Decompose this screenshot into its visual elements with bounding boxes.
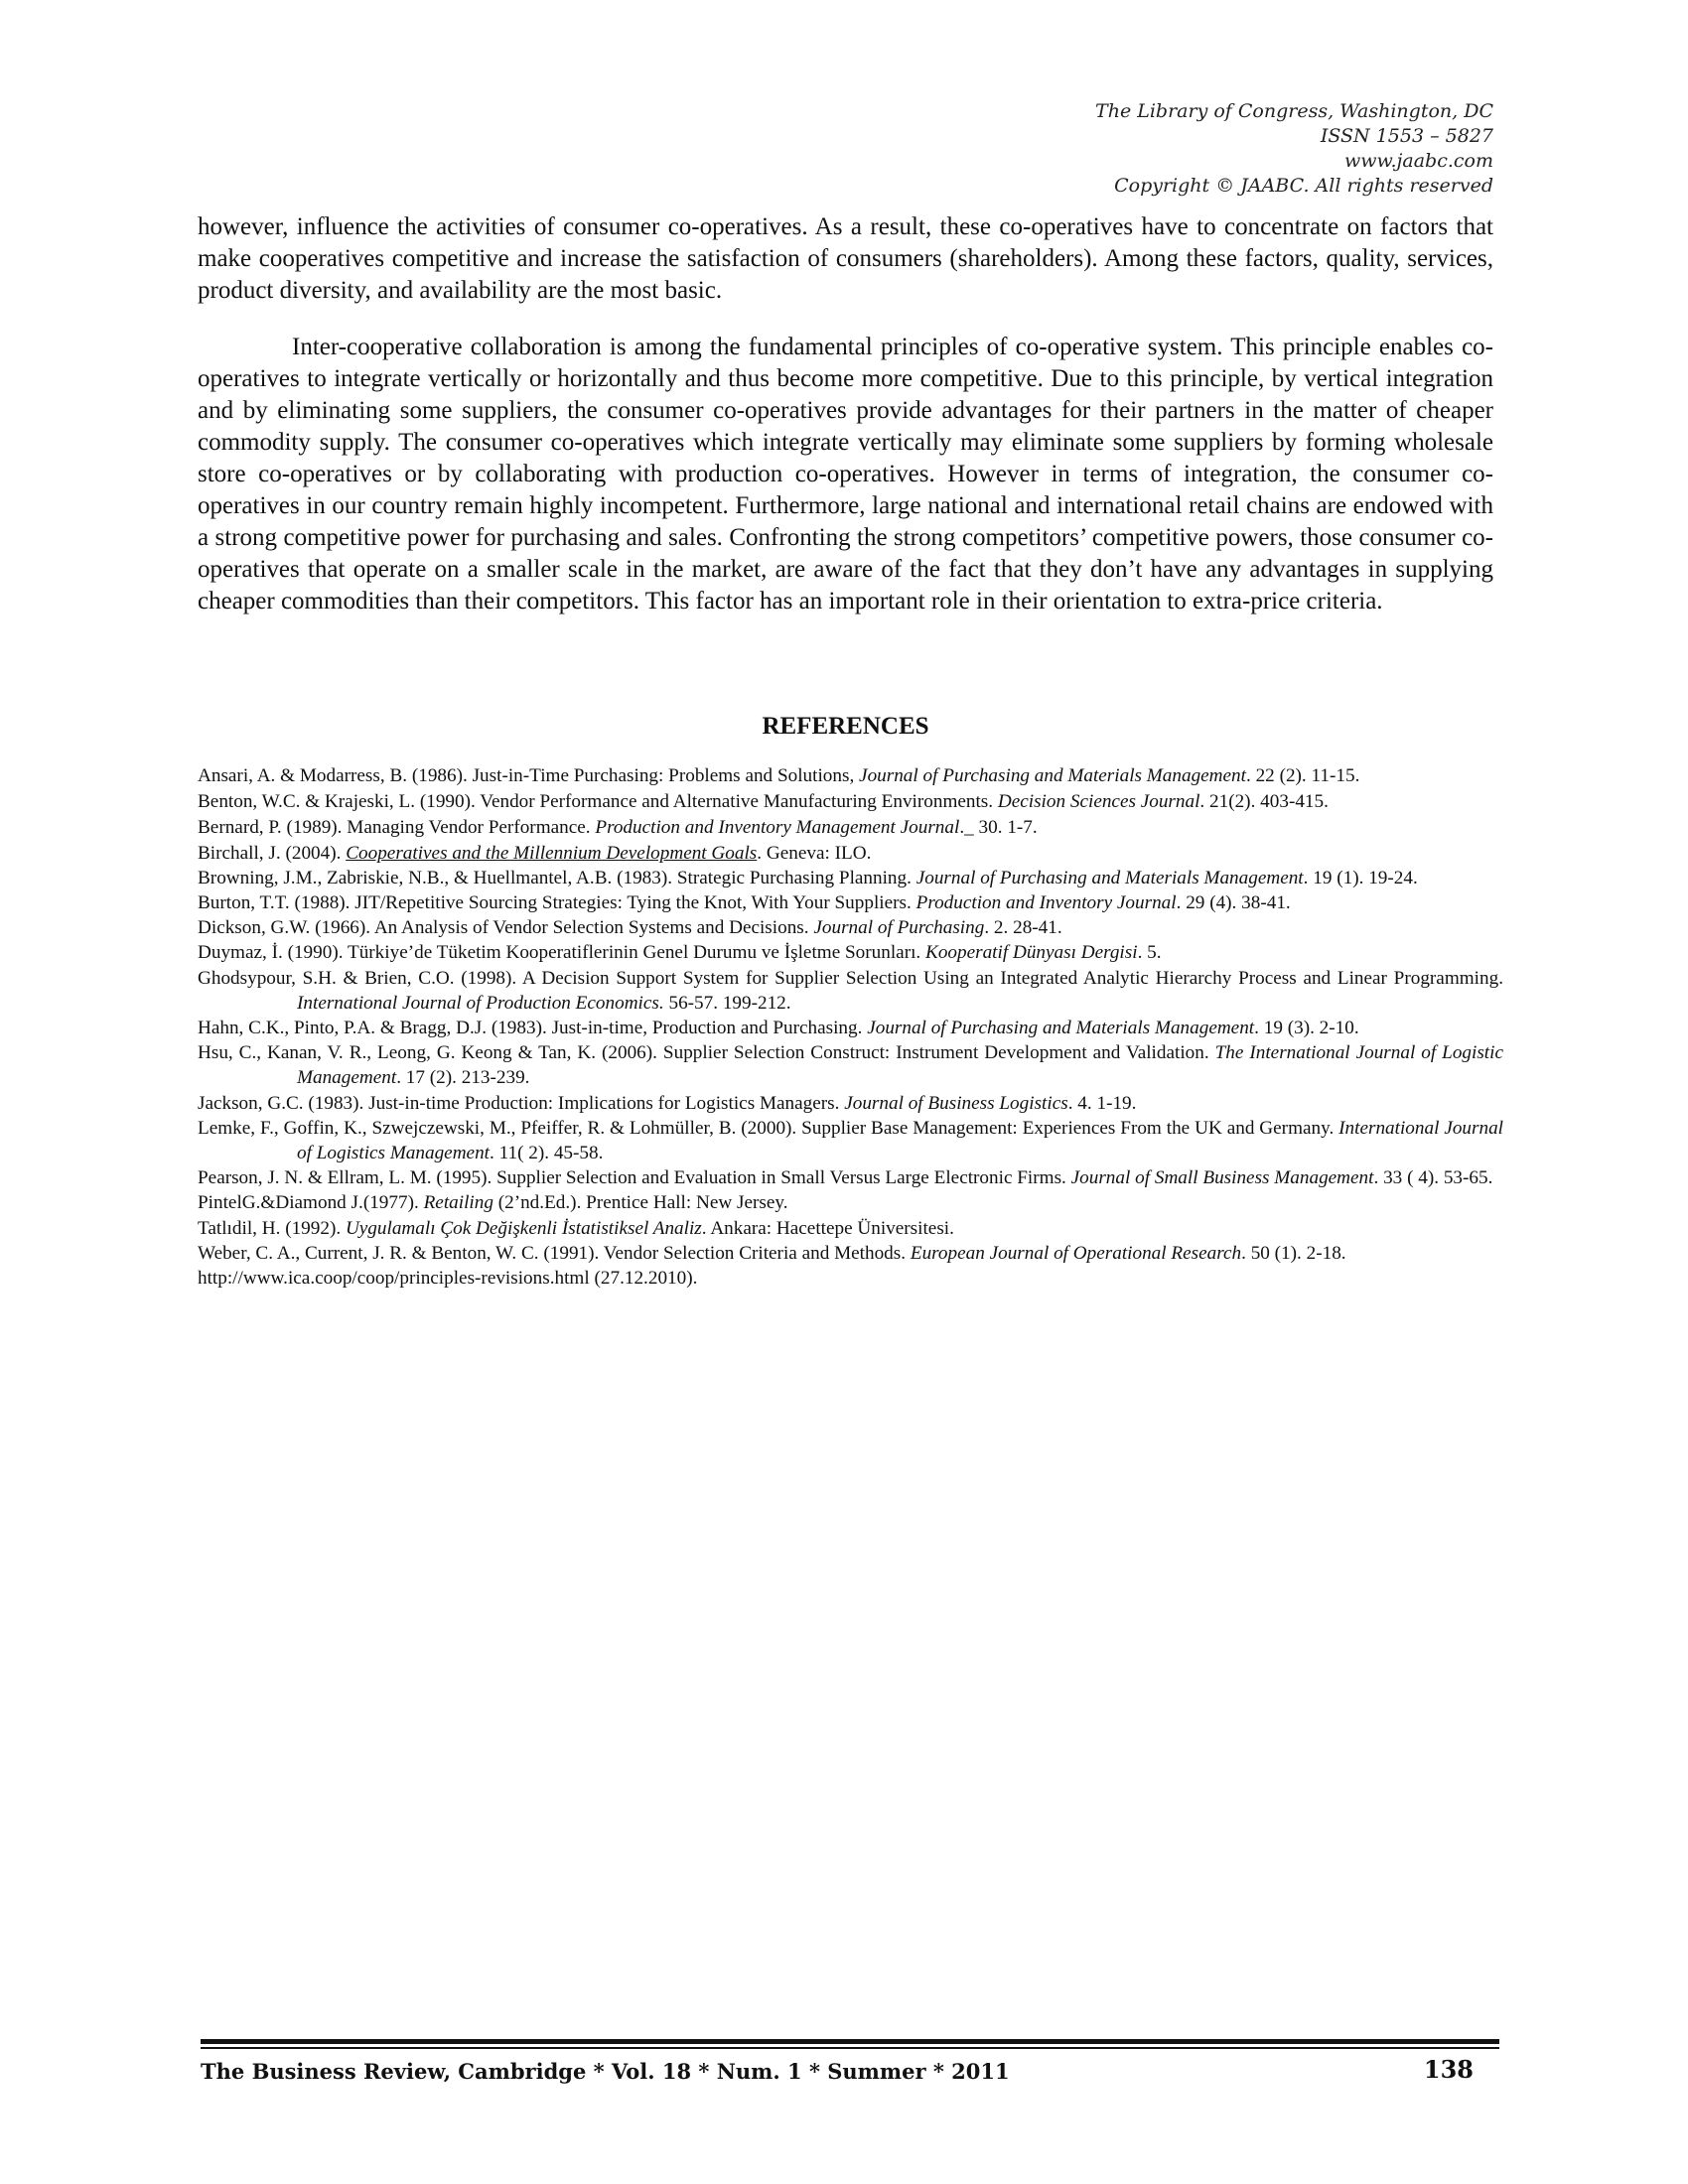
reference-details: . 2. 28-41. [984, 917, 1062, 939]
reference-details: . 21(2). 403-415. [1199, 791, 1329, 813]
header-copyright: Copyright © JAABC. All rights reserved [1114, 175, 1493, 197]
reference-details: . 33 ( 4). 53-65. [1373, 1167, 1493, 1189]
reference-details: 56-57. 199-212. [663, 992, 791, 1014]
footer-rule-thin [201, 2047, 1499, 2049]
reference-text: Lemke, F., Goffin, K., Szwejczewski, M., Pfeiffer, R. & Lohmüller, B. (2000). Supplier Base Management: Experiences From the UK and Germany. [198, 1117, 1339, 1139]
reference-text: Weber, C. A., Current, J. R. & Benton, W. C. (1991). Vendor Selection Criteria and Methods. [198, 1242, 911, 1264]
paragraph-2: Inter-cooperative collaboration is among the fundamental principles of co-operative system. This principle enables co-operatives to integrate vertically or horizontally and thus become more competitive. Due to this principle, by vertical integration and by eliminating some suppliers, the consumer co-operatives provide advantages for their partners in the matter of cheaper commodity supply. The consumer co-operatives which integrate vertically may eliminate some suppliers by forming wholesale store co-operatives or by collaborating with production co-operatives. However in terms of integration, the consumer co-operatives in our country remain highly incompetent. Furthermore, large national and international retail chains are endowed with a strong competitive power for purchasing and sales. Confronting the strong competitors’ competitive powers, those consumer co-operatives that operate on a smaller scale in the market, are aware of the fact that they don’t have any advantages in supplying cheaper commodities than their competitors. This factor has an important role in their orientation to extra-price criteria. [198, 334, 1493, 614]
reference-details: ._ 30. 1-7. [959, 817, 1038, 839]
reference-entry [198, 866, 1503, 890]
reference-source: Production and Inventory Management Journal [595, 817, 960, 839]
reference-text: Benton, W.C. & Krajeski, L. (1990). Vendor Performance and Alternative Manufacturing Environments. [198, 791, 998, 813]
header-library: The Library of Congress, Washington, DC [1095, 100, 1493, 122]
reference-url[interactable]: http://www.ica.coop/coop/principles-revisions.html (27.12.2010). [198, 1268, 698, 1290]
reference-entry [198, 1190, 1503, 1215]
reference-entry [198, 890, 1503, 915]
reference-text: Ansari, A. & Modarress, B. (1986). Just-in-Time Purchasing: Problems and Solutions, [198, 765, 860, 786]
reference-details: . 29 (4). 38-41. [1176, 892, 1291, 914]
reference-text: Pearson, J. N. & Ellram, L. M. (1995). Supplier Selection and Evaluation in Small Versus Large Electronic Firms. [198, 1167, 1071, 1189]
footer-rule-thick [201, 2039, 1499, 2044]
reference-entry [198, 841, 1503, 866]
reference-source: Journal of Purchasing and Materials Management [915, 867, 1304, 888]
page-number: 138 [1423, 2055, 1474, 2084]
reference-entry [198, 1241, 1503, 1266]
reference-source: Journal of Purchasing and Materials Management [867, 1018, 1255, 1039]
footer-journal-info: The Business Review, Cambridge * Vol. 18 * Num. 1 * Summer * 2011 [201, 2059, 1010, 2084]
reference-text: Dickson, G.W. (1966). An Analysis of Vendor Selection Systems and Decisions. [198, 917, 814, 939]
reference-details: . 5. [1137, 942, 1162, 964]
header-website: www.jaabc.com [1343, 150, 1493, 172]
reference-source: Journal of Purchasing and Materials Management [859, 765, 1246, 786]
reference-source: International Journal of Logistics Management [297, 1117, 1504, 1164]
reference-details: . 4. 1-19. [1067, 1092, 1137, 1114]
reference-details: . 22 (2). 11-15. [1245, 765, 1360, 786]
reference-details: . 19 (1). 19-24. [1303, 867, 1418, 888]
reference-text: Hsu, C., Kanan, V. R., Leong, G. Keong & Tan, K. (2006). Supplier Selection Construct: Instrument Development and Validation. [198, 1042, 1215, 1064]
journal-header [798, 99, 1493, 199]
reference-source: The International Journal of Logistic Management [297, 1042, 1503, 1089]
header-issn: ISSN 1553 – 5827 [1320, 125, 1493, 147]
reference-source: Production and Inventory Journal [915, 892, 1177, 914]
paragraph-1: however, influence the activities of consumer co-operatives. As a result, these co-operatives have to concentrate on factors that make cooperatives competitive and increase the satisfaction of consumers (shareholders). Among these factors, quality, services, product diversity, and availability are the most basic. [198, 213, 1493, 304]
reference-details: . 17 (2). 213-239. [396, 1067, 530, 1089]
reference-entry [198, 815, 1503, 840]
references-heading: REFERENCES [762, 713, 929, 740]
reference-entry [198, 1016, 1503, 1040]
reference-source: Kooperatif Dünyası Dergisi [925, 942, 1138, 964]
reference-entry [198, 1040, 1503, 1090]
reference-entry [198, 763, 1503, 788]
reference-details: (2’nd.Ed.). Prentice Hall: New Jersey. [492, 1192, 788, 1214]
reference-source: Journal of Purchasing [813, 917, 985, 939]
reference-details: . 11( 2). 45-58. [490, 1143, 604, 1164]
reference-details: . Ankara: Hacettepe Üniversitesi. [701, 1217, 954, 1239]
reference-entry [198, 915, 1503, 940]
reference-entry [198, 1165, 1503, 1190]
reference-entry [198, 940, 1503, 965]
reference-entry [198, 1266, 1503, 1291]
reference-source: Retailing [423, 1192, 493, 1214]
reference-text: Burton, T.T. (1988). JIT/Repetitive Sourcing Strategies: Tying the Knot, With Your Suppliers. [198, 892, 916, 914]
reference-text: Tatlıdil, H. (1992). [198, 1217, 346, 1239]
references-list [198, 763, 1503, 1291]
reference-source: International Journal of Production Economics. [297, 992, 664, 1014]
reference-entry [198, 1091, 1503, 1116]
reference-details: . 19 (3). 2-10. [1254, 1018, 1359, 1039]
reference-details: . 50 (1). 2-18. [1241, 1242, 1346, 1264]
reference-source: Journal of Business Logistics [844, 1092, 1068, 1114]
reference-entry [198, 789, 1503, 814]
reference-source: Uygulamalı Çok Değişkenli İstatistiksel Analiz [345, 1217, 702, 1239]
reference-text: Birchall, J. (2004). [198, 842, 347, 864]
reference-entry [198, 1116, 1503, 1165]
reference-text: Jackson, G.C. (1983). Just-in-time Production: Implications for Logistics Managers. [198, 1092, 845, 1114]
reference-text: Duymaz, İ. (1990). Türkiye’de Tüketim Kooperatiflerinin Genel Durumu ve İşletme Sorunları. [198, 942, 926, 964]
reference-source: Journal of Small Business Management [1070, 1167, 1374, 1189]
reference-text: Ghodsypour, S.H. & Brien, C.O. (1998). A Decision Support System for Supplier Selection Using an Integrated Analytic Hierarchy Process and Linear Programming. [198, 967, 1503, 989]
reference-entry [198, 1216, 1503, 1241]
reference-text: Bernard, P. (1989). Managing Vendor Performance. [198, 817, 596, 839]
reference-text: Browning, J.M., Zabriskie, N.B., & Huellmantel, A.B. (1983). Strategic Purchasing Planning. [198, 867, 916, 888]
reference-details: . Geneva: ILO. [757, 842, 872, 864]
reference-source: European Journal of Operational Research [910, 1242, 1242, 1264]
reference-text: Hahn, C.K., Pinto, P.A. & Bragg, D.J. (1983). Just-in-time, Production and Purchasing. [198, 1018, 868, 1039]
reference-source-link[interactable]: Cooperatives and the Millennium Development Goals [346, 842, 758, 864]
reference-entry [198, 966, 1503, 1016]
reference-text: PintelG.&Diamond J.(1977). [198, 1192, 424, 1214]
reference-source: Decision Sciences Journal [997, 791, 1200, 813]
body-text [198, 211, 1493, 617]
